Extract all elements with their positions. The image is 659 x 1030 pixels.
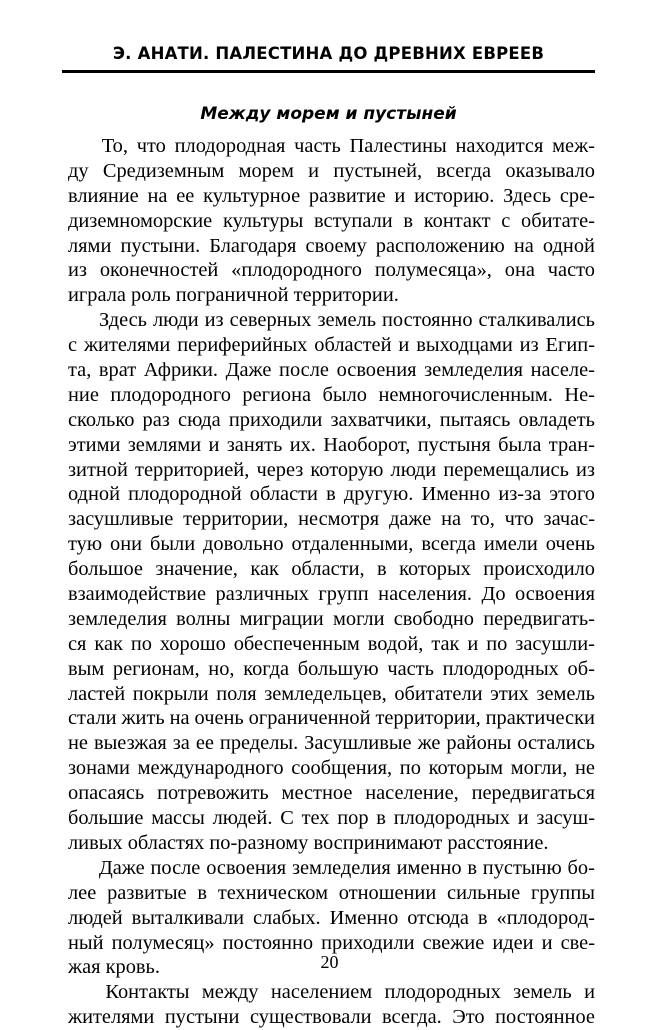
word: С: [280, 807, 294, 830]
word: в: [467, 856, 477, 879]
text-line: [68, 258, 595, 283]
word: пределы.: [219, 732, 299, 755]
word: ся: [68, 632, 87, 655]
text-line: [68, 184, 595, 209]
word: на: [169, 707, 190, 730]
word: жить: [121, 707, 165, 730]
paragraph: [68, 134, 595, 308]
word: сре-: [559, 184, 595, 207]
line-text: играла роль пограничной территории.: [68, 284, 399, 307]
header-divider-rule: [62, 70, 595, 73]
word: плодородных: [393, 807, 510, 830]
word: в: [477, 906, 488, 929]
running-head: Э. АНАТИ. ПАЛЕСТИНА ДО ДРЕВНИХ ЕВРЕЕВ: [112, 44, 545, 63]
word: и: [541, 931, 553, 954]
word: постоянно: [222, 931, 314, 954]
word: жителями: [68, 1006, 155, 1029]
word: на: [441, 508, 462, 531]
word: ние: [68, 383, 99, 406]
word: населе-: [530, 359, 595, 382]
paragraph: [68, 308, 595, 856]
word: своему: [305, 234, 367, 257]
word: плодородная: [174, 135, 286, 157]
word: плодородного: [110, 383, 231, 406]
word: которых: [399, 558, 471, 581]
text-line: [68, 557, 595, 582]
word: сильные: [447, 881, 521, 904]
word: было: [322, 383, 367, 406]
word: засушли-: [515, 632, 595, 655]
word: пор: [337, 807, 369, 830]
word: хорошо: [159, 632, 226, 655]
line-text: жая кровь.: [68, 956, 160, 979]
word: групп: [318, 583, 369, 606]
word: в: [403, 209, 414, 232]
word: на: [513, 234, 534, 257]
text-line: [68, 433, 595, 458]
word: из: [519, 334, 539, 357]
word: территорией,: [135, 458, 250, 481]
word: овладеть: [518, 408, 595, 431]
word: пустыню: [482, 856, 562, 879]
word: развитие: [308, 184, 386, 207]
word: идеи: [492, 931, 534, 954]
word: люди: [390, 458, 437, 481]
word: выталкивали: [131, 906, 245, 929]
word: районы: [446, 732, 512, 755]
word: приходили: [228, 408, 323, 431]
text-line: [68, 607, 595, 632]
word: земледелия: [291, 856, 391, 879]
text-line: [68, 906, 595, 931]
word: после: [150, 856, 201, 879]
word: как: [94, 632, 123, 655]
word: контакт: [423, 209, 491, 232]
word: вступали: [314, 209, 393, 232]
word: ее: [176, 184, 195, 207]
word: была: [498, 433, 542, 456]
word: население,: [365, 782, 459, 805]
word: Палестины: [349, 135, 447, 157]
word: меж-: [552, 135, 595, 157]
word: значение,: [155, 558, 238, 581]
word: этими: [68, 433, 121, 456]
word: плодородных: [384, 981, 501, 1004]
text-line: [68, 706, 595, 731]
word: и: [584, 981, 595, 1004]
text-line: [68, 159, 595, 184]
word: и: [308, 159, 320, 182]
word: группы: [530, 881, 595, 904]
word: массы: [151, 807, 205, 830]
word: их.: [289, 433, 316, 456]
word: врат: [98, 359, 137, 382]
word: Наоборот,: [323, 433, 411, 456]
word: вым: [68, 657, 105, 680]
word: сюда: [178, 408, 221, 431]
word: передвигаться: [471, 782, 595, 805]
word: земель: [513, 981, 572, 1004]
word: земледелия: [68, 607, 167, 630]
word: приходили: [321, 931, 415, 954]
word: территории,: [375, 707, 481, 730]
text-line: [68, 234, 595, 259]
word: пустыни.: [120, 234, 201, 257]
word: которым: [428, 757, 504, 780]
word: региона: [242, 383, 312, 406]
text-line: [68, 582, 595, 607]
word: людей: [68, 906, 123, 929]
word: Именно: [329, 906, 399, 929]
word: одной: [68, 483, 121, 506]
word: освоения: [336, 359, 417, 382]
word: очень: [194, 707, 244, 730]
text-line: [68, 1005, 595, 1030]
word: тех: [301, 807, 330, 830]
word: Засушливые: [304, 732, 412, 755]
word: покрыли: [132, 682, 209, 705]
word: отношении: [338, 881, 437, 904]
word: Африки.: [143, 359, 218, 382]
line-text: ливых областях по-разному воспринимают расстояние.: [68, 831, 549, 854]
word: после: [279, 359, 329, 382]
word: земледелия: [424, 359, 523, 382]
word: имели: [483, 533, 538, 556]
word: опасаясь: [68, 782, 145, 805]
word: не: [575, 757, 595, 780]
word: «плодород-: [496, 906, 595, 929]
word: довольно: [203, 533, 284, 556]
word: даже: [389, 508, 432, 531]
word: волны: [176, 607, 231, 630]
word: из: [68, 259, 87, 282]
word: диземноморские: [68, 209, 213, 232]
first-line-indent: [68, 856, 93, 881]
word: Егип-: [545, 334, 595, 357]
word: Именно: [421, 483, 491, 506]
word: плодородной: [128, 483, 242, 506]
word: водой,: [367, 632, 424, 655]
word: областей: [314, 334, 392, 357]
word: немногочисленным.: [378, 383, 553, 406]
text-line: [68, 507, 595, 532]
text-line: [68, 283, 595, 308]
word: пустыней,: [333, 159, 423, 182]
word: людей.: [212, 807, 273, 830]
word: в: [326, 483, 336, 506]
word: часто: [547, 259, 595, 282]
text-line: [68, 333, 595, 358]
word: области: [249, 483, 318, 506]
word: расположению: [375, 234, 505, 257]
word: всегда: [421, 533, 476, 556]
word: с: [68, 334, 78, 357]
word: очень: [545, 533, 595, 556]
word: отдаленными,: [291, 533, 414, 556]
text-line: [68, 980, 595, 1005]
word: слабых.: [252, 906, 321, 929]
word: из: [576, 458, 595, 481]
text-line: [68, 383, 595, 408]
word: раз: [142, 408, 170, 431]
word: и: [208, 433, 220, 456]
word: лями: [68, 234, 112, 257]
word: освоения: [515, 583, 595, 606]
word: часть: [387, 657, 434, 680]
word: засуш-: [536, 807, 595, 830]
word: выходцами: [416, 334, 513, 357]
text-line: [68, 806, 595, 831]
first-line-indent: [68, 134, 93, 159]
word: взаимодействие: [68, 583, 207, 606]
word: сообщения,: [291, 757, 393, 780]
word: Контакты: [105, 981, 190, 1004]
word: пустыни: [164, 1006, 240, 1029]
word: как: [250, 558, 279, 581]
word: постоянно: [382, 309, 473, 332]
text-line: [68, 731, 595, 756]
word: поля: [216, 682, 257, 705]
word: всегда: [436, 159, 492, 182]
text-line: [68, 881, 595, 906]
text-line: [68, 458, 595, 483]
text-line: [68, 781, 595, 806]
word: миграции: [239, 607, 324, 630]
word: стали: [68, 707, 117, 730]
text-line: [68, 408, 595, 433]
word: практически: [485, 707, 595, 730]
word: периферийных: [177, 334, 308, 357]
word: между: [201, 981, 259, 1004]
word: землями: [127, 433, 202, 456]
word: обитате-: [521, 209, 595, 232]
word: за: [172, 732, 190, 755]
word: потревожить: [157, 782, 269, 805]
word: Здесь: [503, 184, 552, 207]
word: тран-: [548, 433, 595, 456]
word: морем: [238, 159, 294, 182]
word: территории,: [183, 508, 289, 531]
text-line: [68, 831, 595, 856]
word: населением: [270, 981, 373, 1004]
word: существовали: [249, 1006, 372, 1029]
word: пытаясь: [439, 408, 511, 431]
word: освоения: [206, 856, 287, 879]
word: Даже: [225, 359, 272, 382]
word: с: [501, 209, 511, 232]
word: све-: [560, 931, 595, 954]
text-line: [68, 532, 595, 557]
word: часть: [294, 135, 341, 157]
word: и: [517, 807, 529, 830]
word: по: [399, 757, 421, 780]
text-line: [68, 657, 595, 682]
word: были: [149, 533, 196, 556]
word: захватчики,: [330, 408, 432, 431]
word: То,: [101, 135, 128, 157]
word: обитатели: [394, 682, 483, 705]
word: регионам,: [112, 657, 200, 680]
word: несмотря: [298, 508, 380, 531]
word: постоянное: [495, 1006, 595, 1029]
word: находится: [455, 135, 544, 157]
word: через: [256, 458, 304, 481]
word: свежие: [422, 931, 485, 954]
word: обеспеченным: [233, 632, 360, 655]
word: плодородных: [442, 657, 559, 680]
word: влияние: [68, 184, 139, 207]
first-line-indent: [68, 308, 93, 333]
word: в: [197, 881, 208, 904]
text-line: [68, 308, 595, 333]
word: и: [394, 184, 406, 207]
word: этого: [549, 483, 595, 506]
word: могли,: [510, 757, 568, 780]
word: из: [204, 309, 224, 332]
word: Даже: [98, 856, 145, 879]
word: та,: [68, 359, 92, 382]
word: же: [417, 732, 441, 755]
word: населения.: [378, 583, 473, 606]
word: оказывало: [505, 159, 595, 182]
word: Средиземным: [102, 159, 225, 182]
word: земель: [536, 682, 595, 705]
word: они: [110, 533, 143, 556]
word: полумесяц»: [111, 931, 215, 954]
word: всегда.: [382, 1006, 442, 1029]
word: области,: [291, 558, 365, 581]
word: по: [486, 632, 508, 655]
word: отсюда: [407, 906, 469, 929]
word: в: [376, 807, 386, 830]
word: но,: [208, 657, 235, 680]
word: сколько: [68, 408, 135, 431]
page-number: 20: [320, 952, 339, 972]
word: техническом: [217, 881, 328, 904]
word: ее: [195, 732, 214, 755]
word: так: [431, 632, 460, 655]
word: происходило: [483, 558, 595, 581]
text-line: [68, 209, 595, 234]
word: засушливые: [68, 508, 174, 531]
word: другую.: [343, 483, 414, 506]
word: культуры: [222, 209, 304, 232]
word: не: [68, 732, 88, 755]
word: северных: [229, 309, 312, 332]
word: пустыня: [417, 433, 491, 456]
word: передвигать-: [483, 607, 595, 630]
section-heading: Между морем и пустыней: [200, 104, 457, 125]
word: в: [377, 558, 387, 581]
word: «плодородного: [231, 259, 362, 282]
word: и: [467, 632, 479, 655]
word: которую: [310, 458, 384, 481]
body-text-column: [68, 134, 595, 1030]
word: международного: [137, 757, 284, 780]
word: зитной: [68, 458, 128, 481]
word: что: [504, 508, 534, 531]
text-line: [68, 856, 595, 881]
word: то,: [470, 508, 495, 531]
word: бо-: [567, 856, 595, 879]
word: люди: [152, 309, 199, 332]
word: полумесяца»,: [374, 259, 492, 282]
word: различных: [215, 583, 309, 606]
word: земледельцев,: [264, 682, 387, 705]
word: зачас-: [543, 508, 595, 531]
word: сталкивались: [478, 309, 595, 332]
word: и: [398, 334, 410, 357]
word: зонами: [68, 757, 130, 780]
text-line: [68, 358, 595, 383]
word: по: [130, 632, 152, 655]
word: именно: [396, 856, 462, 879]
word: большое: [68, 558, 143, 581]
word: из-за: [498, 483, 542, 506]
text-line: [68, 632, 595, 657]
word: историю.: [414, 184, 495, 207]
word: Это: [452, 1006, 485, 1029]
word: ный: [68, 931, 104, 954]
word: оконечностей: [99, 259, 219, 282]
word: этих: [490, 682, 529, 705]
word: занять: [226, 433, 283, 456]
word: могли: [332, 607, 385, 630]
word: культурное: [203, 184, 301, 207]
word: жителями: [83, 334, 171, 357]
word: лее: [68, 881, 97, 904]
word: остались: [517, 732, 595, 755]
word: на: [147, 184, 168, 207]
word: об-: [567, 657, 595, 680]
word: когда: [243, 657, 290, 680]
text-line: [68, 756, 595, 781]
first-line-indent: [68, 980, 93, 1005]
text-line: [68, 682, 595, 707]
word: свободно: [393, 607, 474, 630]
word: местное: [281, 782, 353, 805]
word: она: [504, 259, 535, 282]
word: тую: [68, 533, 103, 556]
word: До: [481, 583, 506, 606]
word: большие: [68, 807, 144, 830]
word: выезжая: [93, 732, 167, 755]
word: ограниченной: [248, 707, 371, 730]
text-line: [68, 134, 595, 159]
word: Не-: [564, 383, 595, 406]
word: земель: [317, 309, 377, 332]
word: развитые: [107, 881, 187, 904]
word: ластей: [68, 682, 126, 705]
word: одной: [542, 234, 595, 257]
word: ду: [68, 159, 89, 182]
paragraph: [68, 980, 595, 1030]
word: Благодаря: [209, 234, 297, 257]
text-line: [68, 482, 595, 507]
word: что: [136, 135, 166, 157]
word: перемещались: [443, 458, 569, 481]
word: большую: [297, 657, 379, 680]
word: Здесь: [98, 309, 147, 332]
